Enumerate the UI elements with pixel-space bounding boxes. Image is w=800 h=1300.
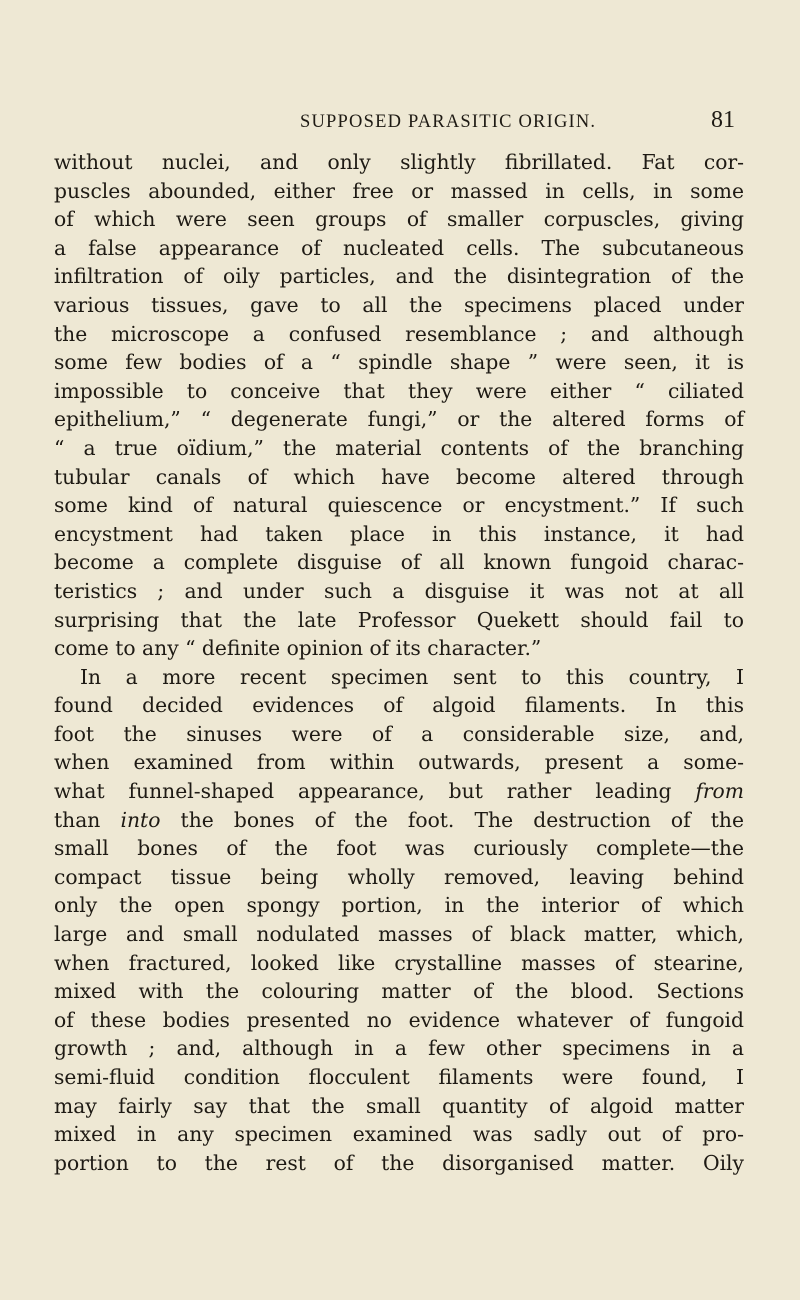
text-line-24	[54, 806, 744, 835]
text-line-22: when examined from within outwards, present a some-	[54, 750, 744, 775]
text-line-15: become a complete disguise of all known fungoid charac-	[54, 550, 744, 575]
text-line-25: small bones of the foot was curiously complete—the	[54, 836, 744, 861]
text-line-24-a: than	[54, 807, 101, 832]
text-line-30: mixed with the colouring matter of the blood. Sections	[54, 979, 744, 1004]
text-line-17: surprising that the late Professor Quekett should fail to	[54, 607, 744, 632]
text-line-28: large and small nodulated masses of black matter, which,	[54, 922, 744, 947]
text-line-21: foot the sinuses were of a considerable size, and,	[54, 721, 744, 746]
text-line-35: mixed in any specimen examined was sadly out of pro-	[54, 1122, 744, 1147]
text-line-10: epithelium,” “ degenerate fungi,” or the altered forms of	[54, 407, 744, 432]
text-line-5: infiltration of oily particles, and the disintegration of the	[54, 264, 744, 289]
running-head: SUPPOSED PARASITIC ORIGIN.	[300, 112, 597, 132]
body-text	[54, 148, 744, 1177]
text-line-9: impossible to conceive that they were either “ ciliated	[54, 378, 744, 403]
text-line-6: various tissues, gave to all the specimens placed under	[54, 292, 744, 317]
text-line-27: only the open spongy portion, in the interior of which	[54, 893, 744, 918]
text-line-20: found decided evidences of algoid filaments. In this	[54, 693, 744, 718]
text-line-4: a false appearance of nucleated cells. The subcutaneous	[54, 235, 744, 260]
text-line-24-b: the bones of the foot. The destruction of the	[180, 807, 744, 832]
text-line-36: portion to the rest of the disorganised matter. Oily	[54, 1150, 744, 1175]
text-line-32: growth ; and, although in a few other specimens in a	[54, 1036, 744, 1061]
text-line-14: encystment had taken place in this instance, it had	[54, 521, 744, 546]
text-line-29: when fractured, looked like crystalline masses of stearine,	[54, 950, 744, 975]
italic-from: from	[695, 779, 744, 804]
text-line-13: some kind of natural quiescence or encystment.” If such	[54, 493, 744, 518]
text-line-31: of these bodies presented no evidence whatever of fungoid	[54, 1007, 744, 1032]
text-line-12: tubular canals of which have become altered through	[54, 464, 744, 489]
text-line-23	[54, 777, 744, 806]
text-line-1: without nuclei, and only slightly fibrillated. Fat cor-	[54, 150, 744, 174]
text-line-8: some few bodies of a “ spindle shape ” were seen, it is	[54, 350, 744, 375]
text-line-2: puscles abounded, either free or massed in cells, in some	[54, 178, 744, 203]
text-line-34: may fairly say that the small quantity of algoid matter	[54, 1093, 744, 1118]
page-number: 81	[711, 107, 735, 133]
text-line-16: teristics ; and under such a disguise it was not at all	[54, 578, 744, 603]
text-line-7: the microscope a confused resemblance ; and although	[54, 321, 744, 346]
text-line-18: come to any “ definite opinion of its character.”	[54, 636, 542, 661]
text-line-11: “ a true oïdium,” the material contents of the branching	[54, 435, 744, 460]
italic-into: into	[120, 807, 161, 832]
text-line-19: In a more recent specimen sent to this country, I	[80, 664, 744, 689]
text-line-26: compact tissue being wholly removed, leaving behind	[54, 864, 744, 889]
text-line-33: semi-fluid condition flocculent filaments were found, I	[54, 1065, 744, 1089]
text-line-23-a: what funnel-shaped appearance, but rather leading	[54, 779, 672, 804]
text-line-3: of which were seen groups of smaller corpuscles, giving	[54, 207, 744, 232]
